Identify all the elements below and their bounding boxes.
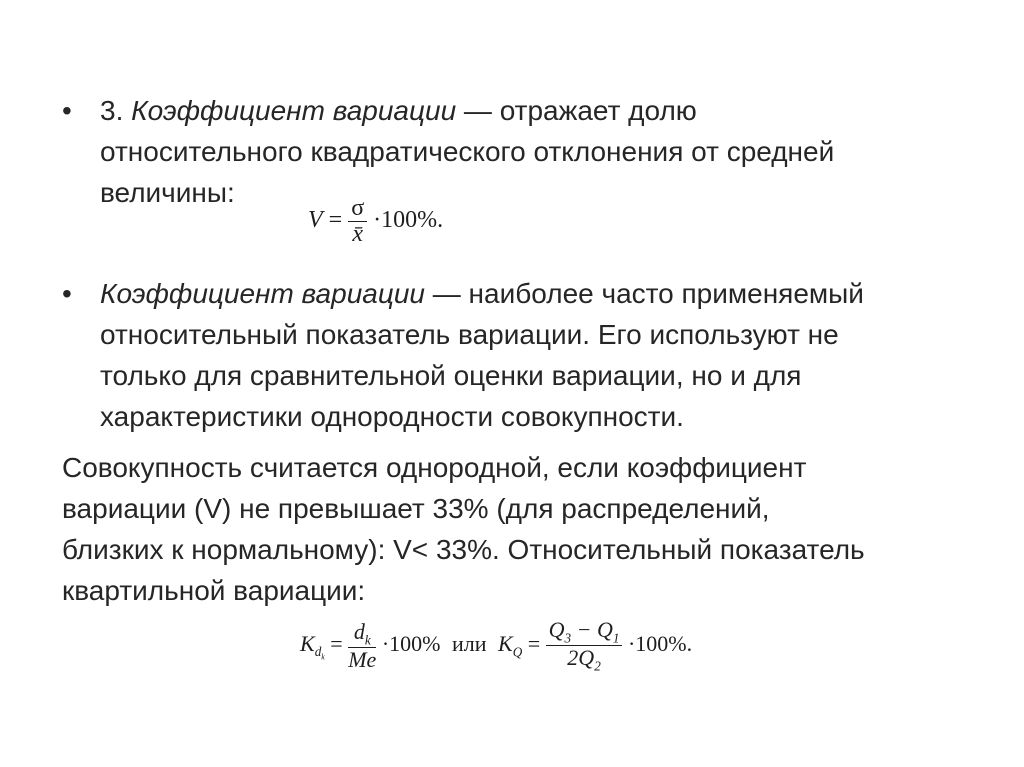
bullet-line: величины: [100,177,235,208]
bullet-line: только для сравнительной оценки вариации, но и для [100,360,802,391]
formula-quartile-variation [300,618,692,674]
formula-numerator: $Q_3 - Q_1$ [546,618,623,646]
bullet-line [100,90,834,131]
homogeneity-paragraph [62,447,865,611]
paragraph-line: квартильной вариации: [62,575,366,606]
paragraph-line: вариации (V) не превышает 33% (для распределений, [62,493,770,524]
bullet-line: относительный показатель вариации. Его используют не [100,319,839,350]
definition-text: — наиболее часто применяемый [425,278,864,309]
formula-k-q: $K_Q$ [498,630,523,660]
formula-equals: = [527,630,541,656]
formula-numerator: σ [348,196,367,222]
bullet-text [100,90,834,213]
formula-equals: = [328,207,343,234]
formula-numerator: $d_k$ [348,620,376,648]
formula-factor: ·100% [381,630,441,656]
formula-denominator: Me [348,647,377,673]
formula-fraction-quartiles [546,618,623,674]
formula-fraction [348,196,367,247]
item-number: 3. [100,95,132,126]
paragraph-line: Совокупность считается однородной, если коэффициент [62,452,807,483]
formula-lhs: V [308,207,323,234]
formula-fraction-dk-me [348,620,376,671]
formula-k-dk: $K_{d_k}$ [300,630,325,662]
bullet-line: характеристики однородности совокупности. [100,401,684,432]
term-italic: Коэффициент вариации [131,95,457,126]
formula-factor: ·100%. [627,630,693,656]
formula-variation-coefficient [308,196,443,247]
bullet-line: относительного квадратического отклонения от средней [100,136,835,167]
paragraph-line: близких к нормальному): V< 33%. Относительный показатель [62,534,865,565]
bullet-marker: • [62,278,72,309]
bullet-line [100,273,864,314]
formula-equals: = [330,630,343,656]
definition-text: — отражает долю [456,95,697,126]
bullet-marker: • [62,95,72,126]
formula-or: или [451,630,487,656]
formula-denominator: x̄ [352,221,364,248]
formula-denominator: $2Q_2$ [567,645,601,674]
formula-factor: ·100%. [373,207,444,234]
bullet-text [100,273,864,437]
term-italic: Коэффициент вариации [100,278,425,309]
